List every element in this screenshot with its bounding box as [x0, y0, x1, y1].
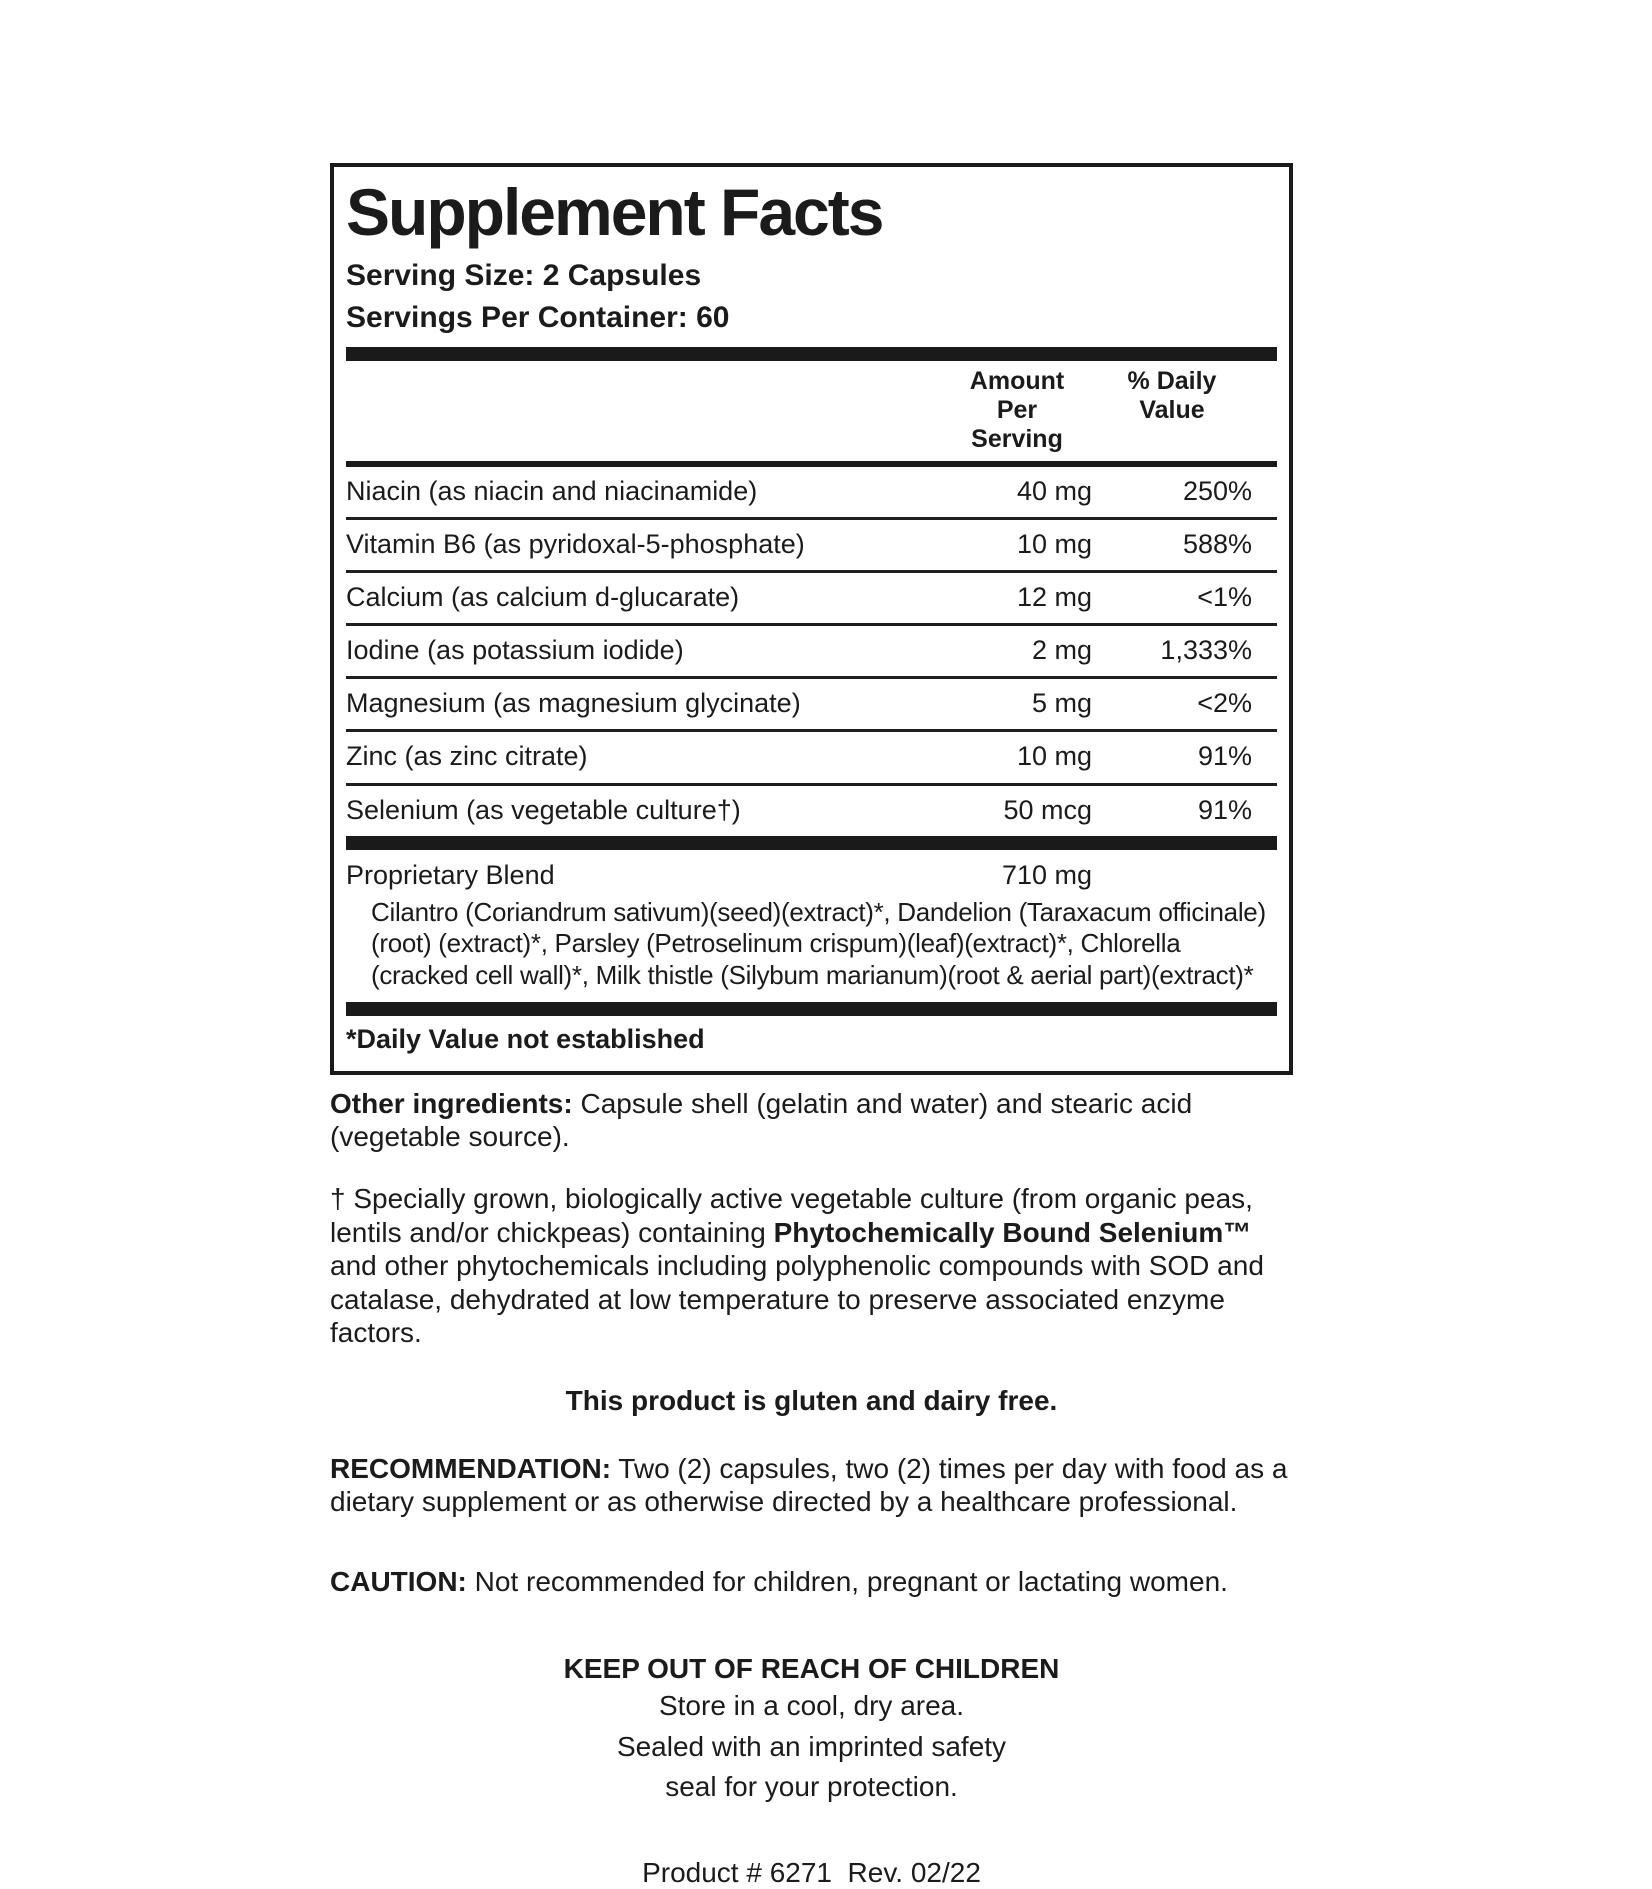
- keep-out-of-reach-heading: KEEP OUT OF REACH OF CHILDREN: [563, 1653, 1060, 1685]
- proprietary-blend-row: [346, 850, 1277, 895]
- other-ingredients: [330, 1087, 1293, 1154]
- nutrient-row-calcium: [346, 570, 1277, 623]
- column-header-daily-value: % Daily Value: [1127, 367, 1217, 424]
- storage-line: Store in a cool, dry area.: [658, 1689, 965, 1721]
- divider-thick-bottom: [346, 1002, 1277, 1016]
- nutrient-daily-value: <1%: [1197, 582, 1252, 613]
- nutrient-daily-value: 91%: [1197, 794, 1252, 825]
- nutrient-name: Niacin (as niacin and niacinamide): [346, 476, 758, 507]
- nutrient-daily-value: 1,333%: [1160, 635, 1252, 666]
- divider-thick-top: [346, 347, 1277, 361]
- nutrient-amount: 10 mg: [1016, 741, 1092, 772]
- nutrient-name: Magnesium (as magnesium glycinate): [346, 688, 801, 719]
- storage-instructions: [330, 1686, 1293, 1808]
- label-content: [330, 163, 1293, 1889]
- nutrient-row-magnesium: [346, 676, 1277, 729]
- storage-line: Sealed with an imprinted safety: [616, 1730, 1007, 1762]
- recommendation-text: Two (2) capsules, two (2) times per day with food as a dietary supplement or as otherwise directed by a healthcare professional.: [330, 1452, 1288, 1518]
- caution-label: CAUTION:: [330, 1565, 467, 1597]
- nutrient-amount: 12 mg: [1016, 582, 1092, 613]
- supplement-facts-panel: [330, 163, 1293, 1075]
- dagger-note-trademark: Phytochemically Bound Selenium™: [773, 1216, 1252, 1248]
- nutrient-row-selenium: [346, 783, 1277, 836]
- serving-size: Serving Size: 2 Capsules: [346, 259, 702, 292]
- nutrient-daily-value: 250%: [1182, 476, 1252, 507]
- nutrient-name: Iodine (as potassium iodide): [346, 635, 684, 666]
- nutrient-row-zinc: [346, 729, 1277, 782]
- dagger-note: [330, 1182, 1293, 1350]
- nutrient-row-niacin: [346, 467, 1277, 517]
- table-header-row: [346, 361, 1277, 461]
- dagger-note-post: and other phytochemicals including polyphenolic compounds with SOD and catalase, dehydrated at low temperature to preserve associated enzyme factors.: [330, 1250, 1264, 1349]
- column-header-amount: Amount Per Serving: [969, 367, 1065, 453]
- recommendation-label: RECOMMENDATION:: [330, 1452, 612, 1484]
- other-ingredients-text: Capsule shell (gelatin and water) and stearic acid (vegetable source).: [330, 1087, 1193, 1153]
- storage-line: seal for your protection.: [665, 1771, 958, 1803]
- other-ingredients-label: Other ingredients:: [330, 1087, 573, 1119]
- nutrient-daily-value: <2%: [1197, 688, 1252, 719]
- nutrient-amount: 40 mg: [1016, 476, 1092, 507]
- servings-per-container: Servings Per Container: 60: [346, 301, 730, 334]
- dagger-note-pre: † Specially grown, biologically active vegetable culture (from organic peas, lentils and/or chickpeas) containing: [330, 1182, 1253, 1248]
- column-header-daily-value-wrap: [1092, 367, 1277, 425]
- product-number-revision: Product # 6271 Rev. 02/22: [642, 1856, 981, 1888]
- proprietary-blend-description: Cilantro (Coriandrum sativum)(seed)(extract)*, Dandelion (Taraxacum officinale)(root) (extract)*, Parsley (Petroselinum crispum)(leaf)(extract)*, Chlorella (cracked cell wall)*, Milk thistle (Silybum marianum)(root & aerial part)(extract)*: [371, 896, 1266, 991]
- divider-thick-middle: [346, 836, 1277, 850]
- label-info-section: [330, 1087, 1293, 1889]
- caution-text: Not recommended for children, pregnant or lactating women.: [466, 1565, 1228, 1597]
- nutrient-amount: 10 mg: [1016, 529, 1092, 560]
- nutrient-name: Selenium (as vegetable culture†): [346, 794, 741, 825]
- blend-name: Proprietary Blend: [346, 859, 555, 890]
- nutrient-daily-value: 588%: [1182, 529, 1252, 560]
- column-header-amount-wrap: [942, 367, 1092, 453]
- nutrient-name: Vitamin B6 (as pyridoxal-5-phosphate): [346, 529, 805, 560]
- daily-value-footnote: *Daily Value not established: [346, 1023, 705, 1054]
- caution: [330, 1565, 1293, 1599]
- recommendation: [330, 1452, 1293, 1519]
- nutrient-amount: 50 mcg: [1003, 794, 1092, 825]
- panel-title: Supplement Facts: [346, 175, 883, 249]
- gluten-dairy-free-statement: This product is gluten and dairy free.: [565, 1384, 1058, 1416]
- nutrient-row-iodine: [346, 623, 1277, 676]
- nutrient-amount: 2 mg: [1031, 635, 1092, 666]
- nutrient-name: Calcium (as calcium d-glucarate): [346, 582, 740, 613]
- nutrient-amount: 5 mg: [1031, 688, 1092, 719]
- nutrient-daily-value: 91%: [1197, 741, 1252, 772]
- blend-amount: 710 mg: [1001, 859, 1092, 890]
- nutrient-row-vitamin-b6: [346, 517, 1277, 570]
- nutrient-name: Zinc (as zinc citrate): [346, 741, 588, 772]
